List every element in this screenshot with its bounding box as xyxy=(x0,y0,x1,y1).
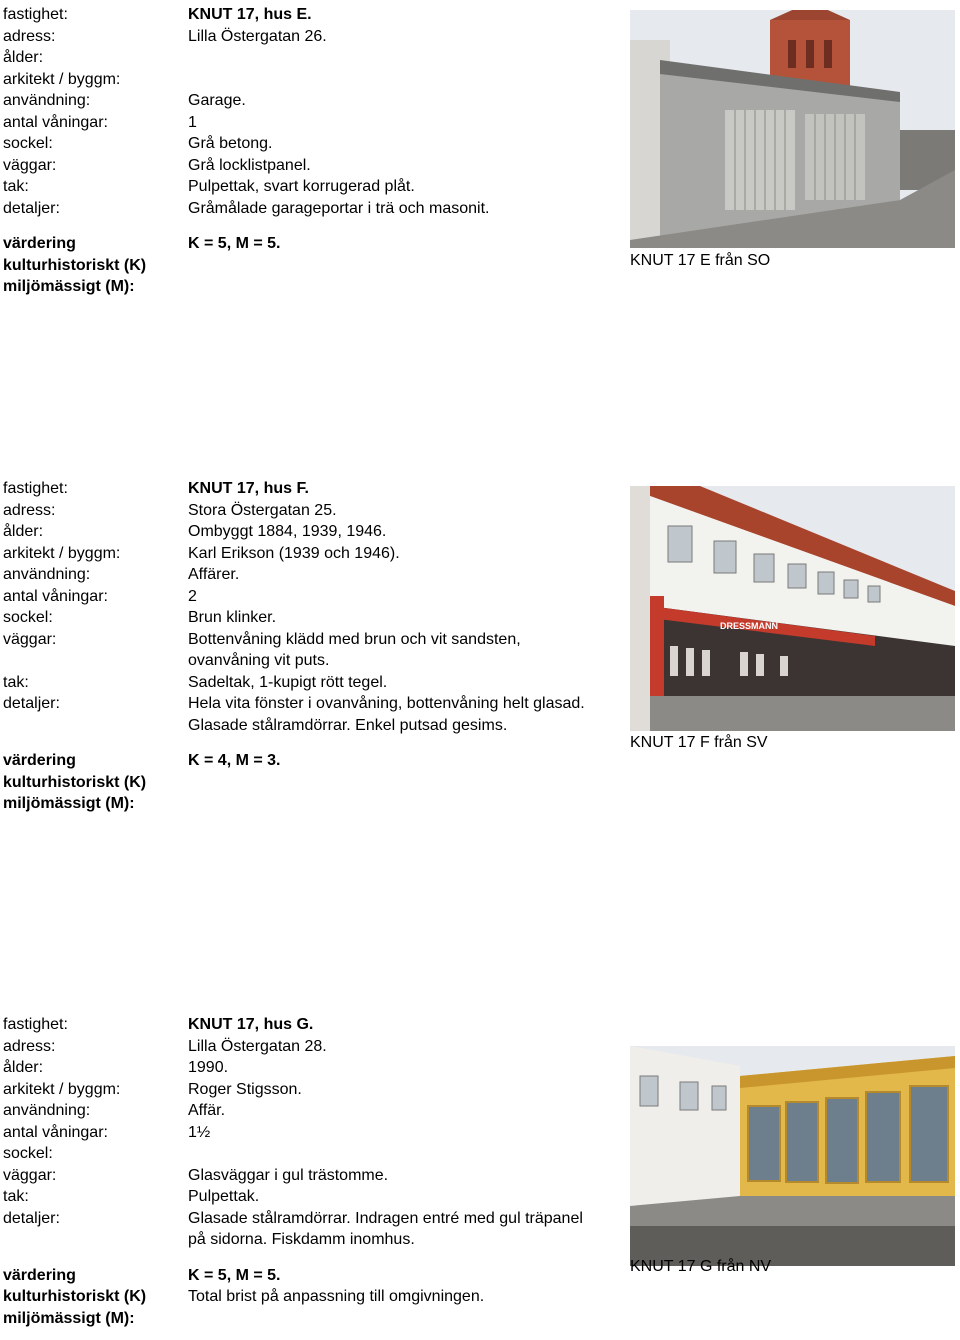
photo-knut17-g xyxy=(630,1046,955,1266)
rating-row: värdering K = 5, M = 5. xyxy=(3,235,281,252)
field-vaggar: väggar: Grå locklistpanel. xyxy=(3,156,311,174)
photo-caption: KNUT 17 E från SO xyxy=(630,252,771,269)
field-antal-vaningar: antal våningar: 1½ xyxy=(3,1123,211,1141)
photo-shop-building-drawing xyxy=(630,486,955,731)
field-arkitekt: arkitekt / byggm: Karl Erikson (1939 och 1946). xyxy=(3,544,400,562)
field-alder: ålder: Ombyggt 1884, 1939, 1946. xyxy=(3,523,387,540)
field-detaljer: detaljer: Glasade stålramdörrar. Indragen entré med gul träpanel på sidorna. Fiskdamm inomhus. xyxy=(3,1209,583,1248)
photo-knut17-f xyxy=(630,486,955,731)
field-fastighet: fastighet: KNUT 17, hus F. xyxy=(3,480,309,497)
fields-hus-g xyxy=(3,1014,613,1329)
field-tak: tak: Sadeltak, 1-kupigt rött tegel. xyxy=(3,673,388,691)
field-tak: tak: Pulpettak, svart korrugerad plåt. xyxy=(3,178,415,195)
record-knut17-hus-g xyxy=(0,1014,960,1340)
photo-yellow-shop-drawing xyxy=(630,1046,955,1266)
fields-hus-e xyxy=(3,4,613,298)
field-anvandning: användning: Garage. xyxy=(3,92,246,109)
field-fastighet: fastighet: KNUT 17, hus E. xyxy=(3,6,312,23)
rating-k-row: kulturhistoriskt (K) Total brist på anpassning till omgivningen. xyxy=(3,1288,485,1305)
field-antal-vaningar: antal våningar: 2 xyxy=(3,587,197,605)
shop-sign: DRESSMANN xyxy=(720,621,779,631)
field-antal-vaningar: antal våningar: 1 xyxy=(3,113,197,131)
rating-m-row: miljömässigt (M): xyxy=(3,795,135,812)
field-detaljer: detaljer: Hela vita fönster i ovanvåning, bottenvåning helt glasad. Glasade stålramdörrar. Enkel putsad gesims. xyxy=(3,695,585,734)
photo-knut17-e xyxy=(630,10,955,248)
rating-k-row: kulturhistoriskt (K) xyxy=(3,256,147,274)
field-adress: adress: Lilla Östergatan 26. xyxy=(3,27,327,45)
field-alder: ålder: 1990. xyxy=(3,1059,229,1076)
record-knut17-hus-f xyxy=(0,478,960,858)
field-sockel: sockel: Brun klinker. xyxy=(3,609,277,626)
field-anvandning: användning: Affärer. xyxy=(3,566,240,583)
fields-hus-f xyxy=(3,478,613,815)
field-arkitekt: arkitekt / byggm: xyxy=(3,70,121,88)
field-anvandning: användning: Affär. xyxy=(3,1102,226,1119)
field-sockel: sockel: Grå betong. xyxy=(3,135,273,152)
rating-m-row: miljömässigt (M): xyxy=(3,278,135,295)
field-tak: tak: Pulpettak. xyxy=(3,1188,260,1205)
record-knut17-hus-e xyxy=(0,4,960,304)
photo-garage-drawing xyxy=(630,10,955,248)
field-alder: ålder: xyxy=(3,49,44,66)
field-detaljer: detaljer: Gråmålade garageportar i trä och masonit. xyxy=(3,199,490,217)
rating-m-row: miljömässigt (M): xyxy=(3,1309,135,1327)
field-arkitekt: arkitekt / byggm: Roger Stigsson. xyxy=(3,1080,302,1098)
field-vaggar: väggar: Glasväggar i gul trästomme. xyxy=(3,1166,389,1184)
rating-row: värdering K = 5, M = 5. xyxy=(3,1266,281,1284)
rating-row: värdering K = 4, M = 3. xyxy=(3,752,281,769)
field-sockel: sockel: xyxy=(3,1145,53,1162)
field-adress: adress: Lilla Östergatan 28. xyxy=(3,1037,327,1055)
rating-k-row: kulturhistoriskt (K) xyxy=(3,773,147,791)
photo-caption: KNUT 17 F från SV xyxy=(630,734,768,751)
field-vaggar: väggar: Bottenvåning klädd med brun och vit sandsten, ovanvåning vit puts. xyxy=(3,630,521,669)
photo-caption: KNUT 17 G från NV xyxy=(630,1258,772,1275)
field-adress: adress: Stora Östergatan 25. xyxy=(3,501,337,519)
field-fastighet: fastighet: KNUT 17, hus G. xyxy=(3,1016,314,1033)
